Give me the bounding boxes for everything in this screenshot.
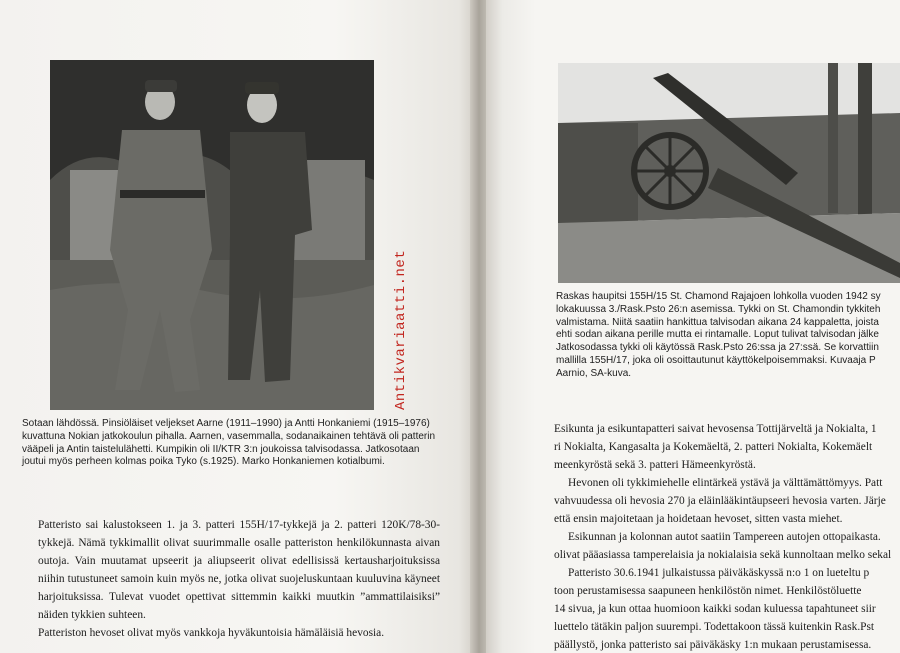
right-body-text — [554, 420, 900, 653]
text-line: päällystö, jonka patteristo sai päiväkäsky 1:n mukaan perustamisessa. — [554, 639, 872, 651]
howitzer-photo — [558, 63, 900, 283]
text-line: Hevonen oli tykkimiehelle elintärkeä ystävä ja välttämättömyys. Patt — [568, 477, 883, 489]
photo-caption: Sotaan lähdössä. Pinsiöläiset veljekset Aarne (1911–1990) ja Antti Honkaniemi (1915–1976) kuvattuna Nokian jatkokoulun pihalla. Aarnen, vasemmalla, sodanaikainen tehtävä oli patterin vääpeli ja Antin taistelulähetti. Kumpikin oli II/KTR 3:n joukoissa talvisodassa. Jatkosotaan joutui myös perheen kolmas poika Tyko (s.1925). Marko Honkaniemen kotialbumi. — [22, 418, 436, 468]
text-line: 14 sivua, ja kun ottaa huomioon kaikki sodan kuluessa tapahtuneet siir — [554, 603, 876, 615]
caption-line: Raskas haupitsi 155H/15 St. Chamond Rajajoen lohkolla vuoden 1942 sy — [556, 291, 881, 302]
text-line: meenkyröstä sekä 3. patteri Hämeenkyröstä. — [554, 459, 756, 471]
text-line: toon perustamisessa saapuneen henkilöstön nimet. Henkilöstöluette — [554, 585, 862, 597]
text-line: Patteristo 30.6.1941 julkaistussa päiväkäskyssä n:o 1 on lueteltu p — [568, 567, 870, 579]
text-line: ri Nokialta, Kangasalta ja Kokemäeltä, 2. patteri Nokialta, Kokemäelt — [554, 441, 873, 453]
caption-line: lokakuussa 3./Rask.Psto 26:n asemissa. Tykki on St. Chamondin tykkiteh — [556, 303, 881, 315]
caption-line: valmistama. Niitä saatiin hankittua talvisodan aikana 24 kappaletta, joista — [556, 316, 879, 328]
photo-caption — [556, 291, 900, 381]
text-line: Esikunta ja esikuntapatteri saivat hevosensa Tottijärveltä ja Nokialta, 1 — [554, 423, 877, 435]
left-body-text — [38, 516, 440, 642]
caption-line: Aarnio, SA-kuva. — [556, 367, 632, 379]
text-line: Esikunnan ja kolonnan autot saatiin Tampereen autojen ottopaikasta. — [568, 531, 881, 543]
howitzer-photo-graphic — [558, 63, 900, 283]
text-line: että ensin majoitetaan ja hoidetaan hevoset, sitten vasta miehet. — [554, 513, 843, 525]
paragraph: Patteristo sai kalustokseen 1. ja 3. patteri 155H/17-tykkejä ja 2. patteri 120K/78-30-tykkejä. Nämä tykkimallit olivat suurimmalle osalle patteriston henkilökunnasta aivan outoja. Vain muutamat upseerit ja aliupseerit olivat edellisissä kertausharjoituksissa niihin tutustuneet samoin kuin myös ne, jotka olivat suojeluskuntaan kuuluvina käyneet harjoituksissa. Tulevat vuodet opettivat sittemmin kaikki muutkin ”ammattilaisiksi” näiden tykkien suhteen. — [38, 519, 440, 621]
paragraph: Patteriston hevoset olivat myös vankkoja hyväkuntoisia hämäläisiä hevosia. — [38, 627, 385, 639]
caption-line: ehti sodan aikana perille mutta ei rintamalle. Loput tulivat talvisodan jälke — [556, 329, 879, 341]
caption-line: mallilla 155H/17, joka oli osoittautunut käyttökelpoisemmaksi. Kuvaaja P — [556, 354, 876, 366]
soldiers-photo-graphic — [50, 60, 374, 410]
text-line: luettelo tätäkin paljon suurempi. Todettakoon tässä kuitenkin Rask.Pst — [554, 621, 875, 633]
watermark-text: Antikvariaatti.net — [393, 249, 409, 410]
soldiers-photo — [50, 60, 374, 410]
text-line: vahvuudessa oli hevosia 270 ja eläinlääkintäupseeri hevosia varten. Järje — [554, 495, 886, 507]
caption-line: Jatkosodassa tykki oli käytössä Rask.Psto 26:ssa ja 27:ssä. Se korvattiin — [556, 342, 879, 354]
right-page — [486, 0, 900, 653]
text-line: olivat pääasiassa tamperelaisia ja nokialaisia sekä kunnoltaan melko sekal — [554, 549, 892, 561]
